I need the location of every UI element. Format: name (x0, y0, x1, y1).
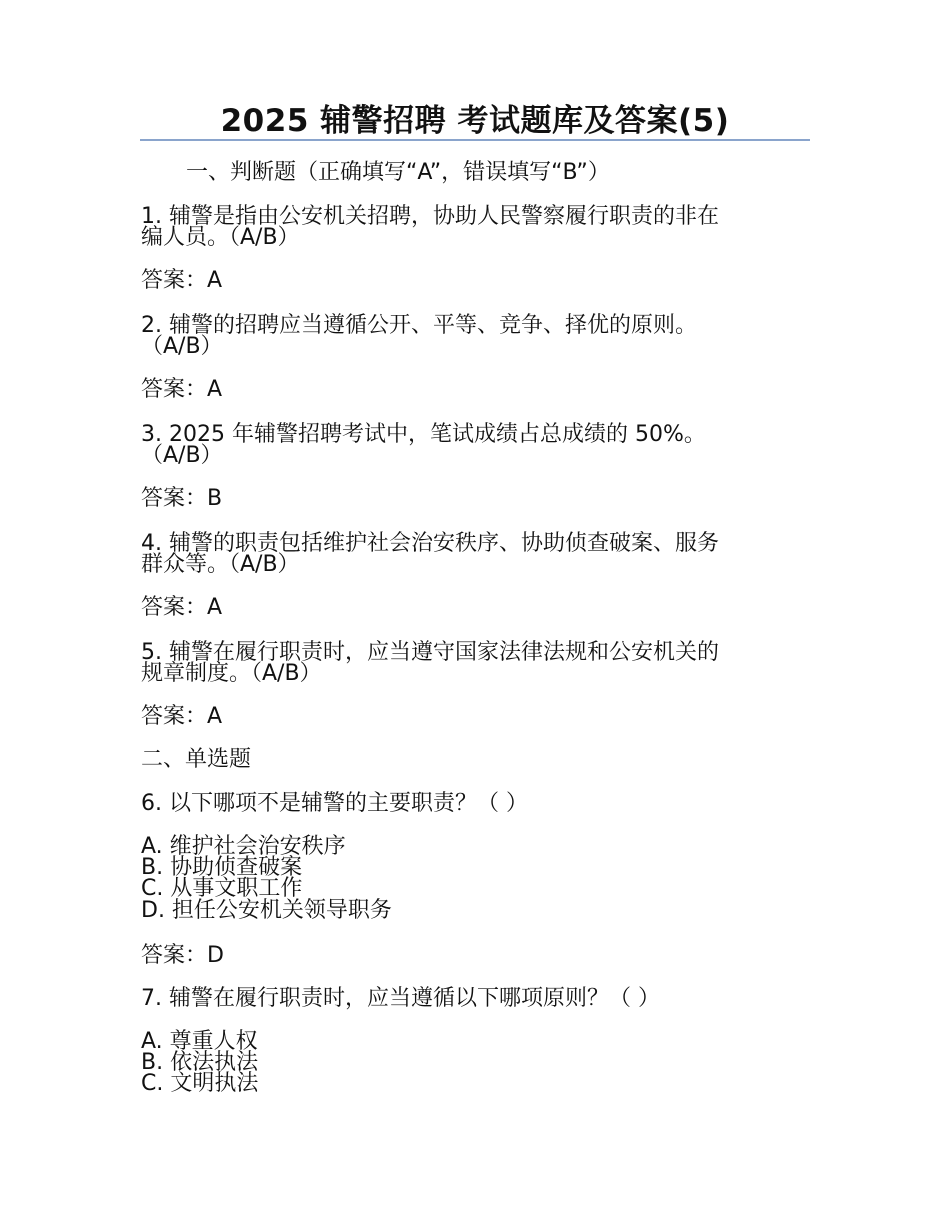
question-6-option-c: C. 从事文职工作 (141, 876, 303, 901)
question-6-option-b: B. 协助侦查破案 (141, 855, 303, 880)
answer-5: 答案：A (141, 704, 223, 729)
answer-4: 答案：A (141, 595, 223, 620)
question-3-line-1: 3. 2025 年辅警招聘考试中，笔试成绩占总成绩的 50%。 (141, 422, 706, 447)
question-3-line-2: （A/B） (141, 443, 223, 468)
question-6-option-d: D. 担任公安机关领导职务 (141, 898, 392, 923)
question-4-line-2: 群众等。（A/B） (141, 552, 300, 577)
answer-1: 答案：A (141, 268, 223, 293)
section-heading-judge: 一、判断题（正确填写“A”，错误填写“B”） (186, 160, 610, 185)
question-7-option-b: B. 依法执法 (141, 1050, 259, 1075)
question-5-line-1: 5. 辅警在履行职责时，应当遵守国家法律法规和公安机关的 (141, 640, 719, 665)
title-underline (140, 139, 810, 141)
question-6: 6. 以下哪项不是辅警的主要职责？（ ） (141, 791, 528, 816)
question-7-option-c: C. 文明执法 (141, 1071, 259, 1096)
answer-6: 答案：D (141, 943, 224, 968)
document-title: 2025 辅警招聘 考试题库及答案(5) (220, 103, 730, 139)
question-2-line-2: （A/B） (141, 334, 223, 359)
question-1-line-2: 编人员。（A/B） (141, 225, 300, 250)
question-5-line-2: 规章制度。（A/B） (141, 661, 322, 686)
question-2-line-1: 2. 辅警的招聘应当遵循公开、平等、竞争、择优的原则。 (141, 313, 697, 338)
question-7: 7. 辅警在履行职责时，应当遵循以下哪项原则？（ ） (141, 986, 660, 1011)
answer-3: 答案：B (141, 486, 223, 511)
question-6-option-a: A. 维护社会治安秩序 (141, 834, 346, 859)
answer-2: 答案：A (141, 377, 223, 402)
question-1-line-1: 1. 辅警是指由公安机关招聘，协助人民警察履行职责的非在 (141, 204, 719, 229)
question-4-line-1: 4. 辅警的职责包括维护社会治安秩序、协助侦查破案、服务 (141, 531, 719, 556)
question-7-option-a: A. 尊重人权 (141, 1029, 258, 1054)
section-heading-single-choice: 二、单选题 (141, 747, 252, 772)
